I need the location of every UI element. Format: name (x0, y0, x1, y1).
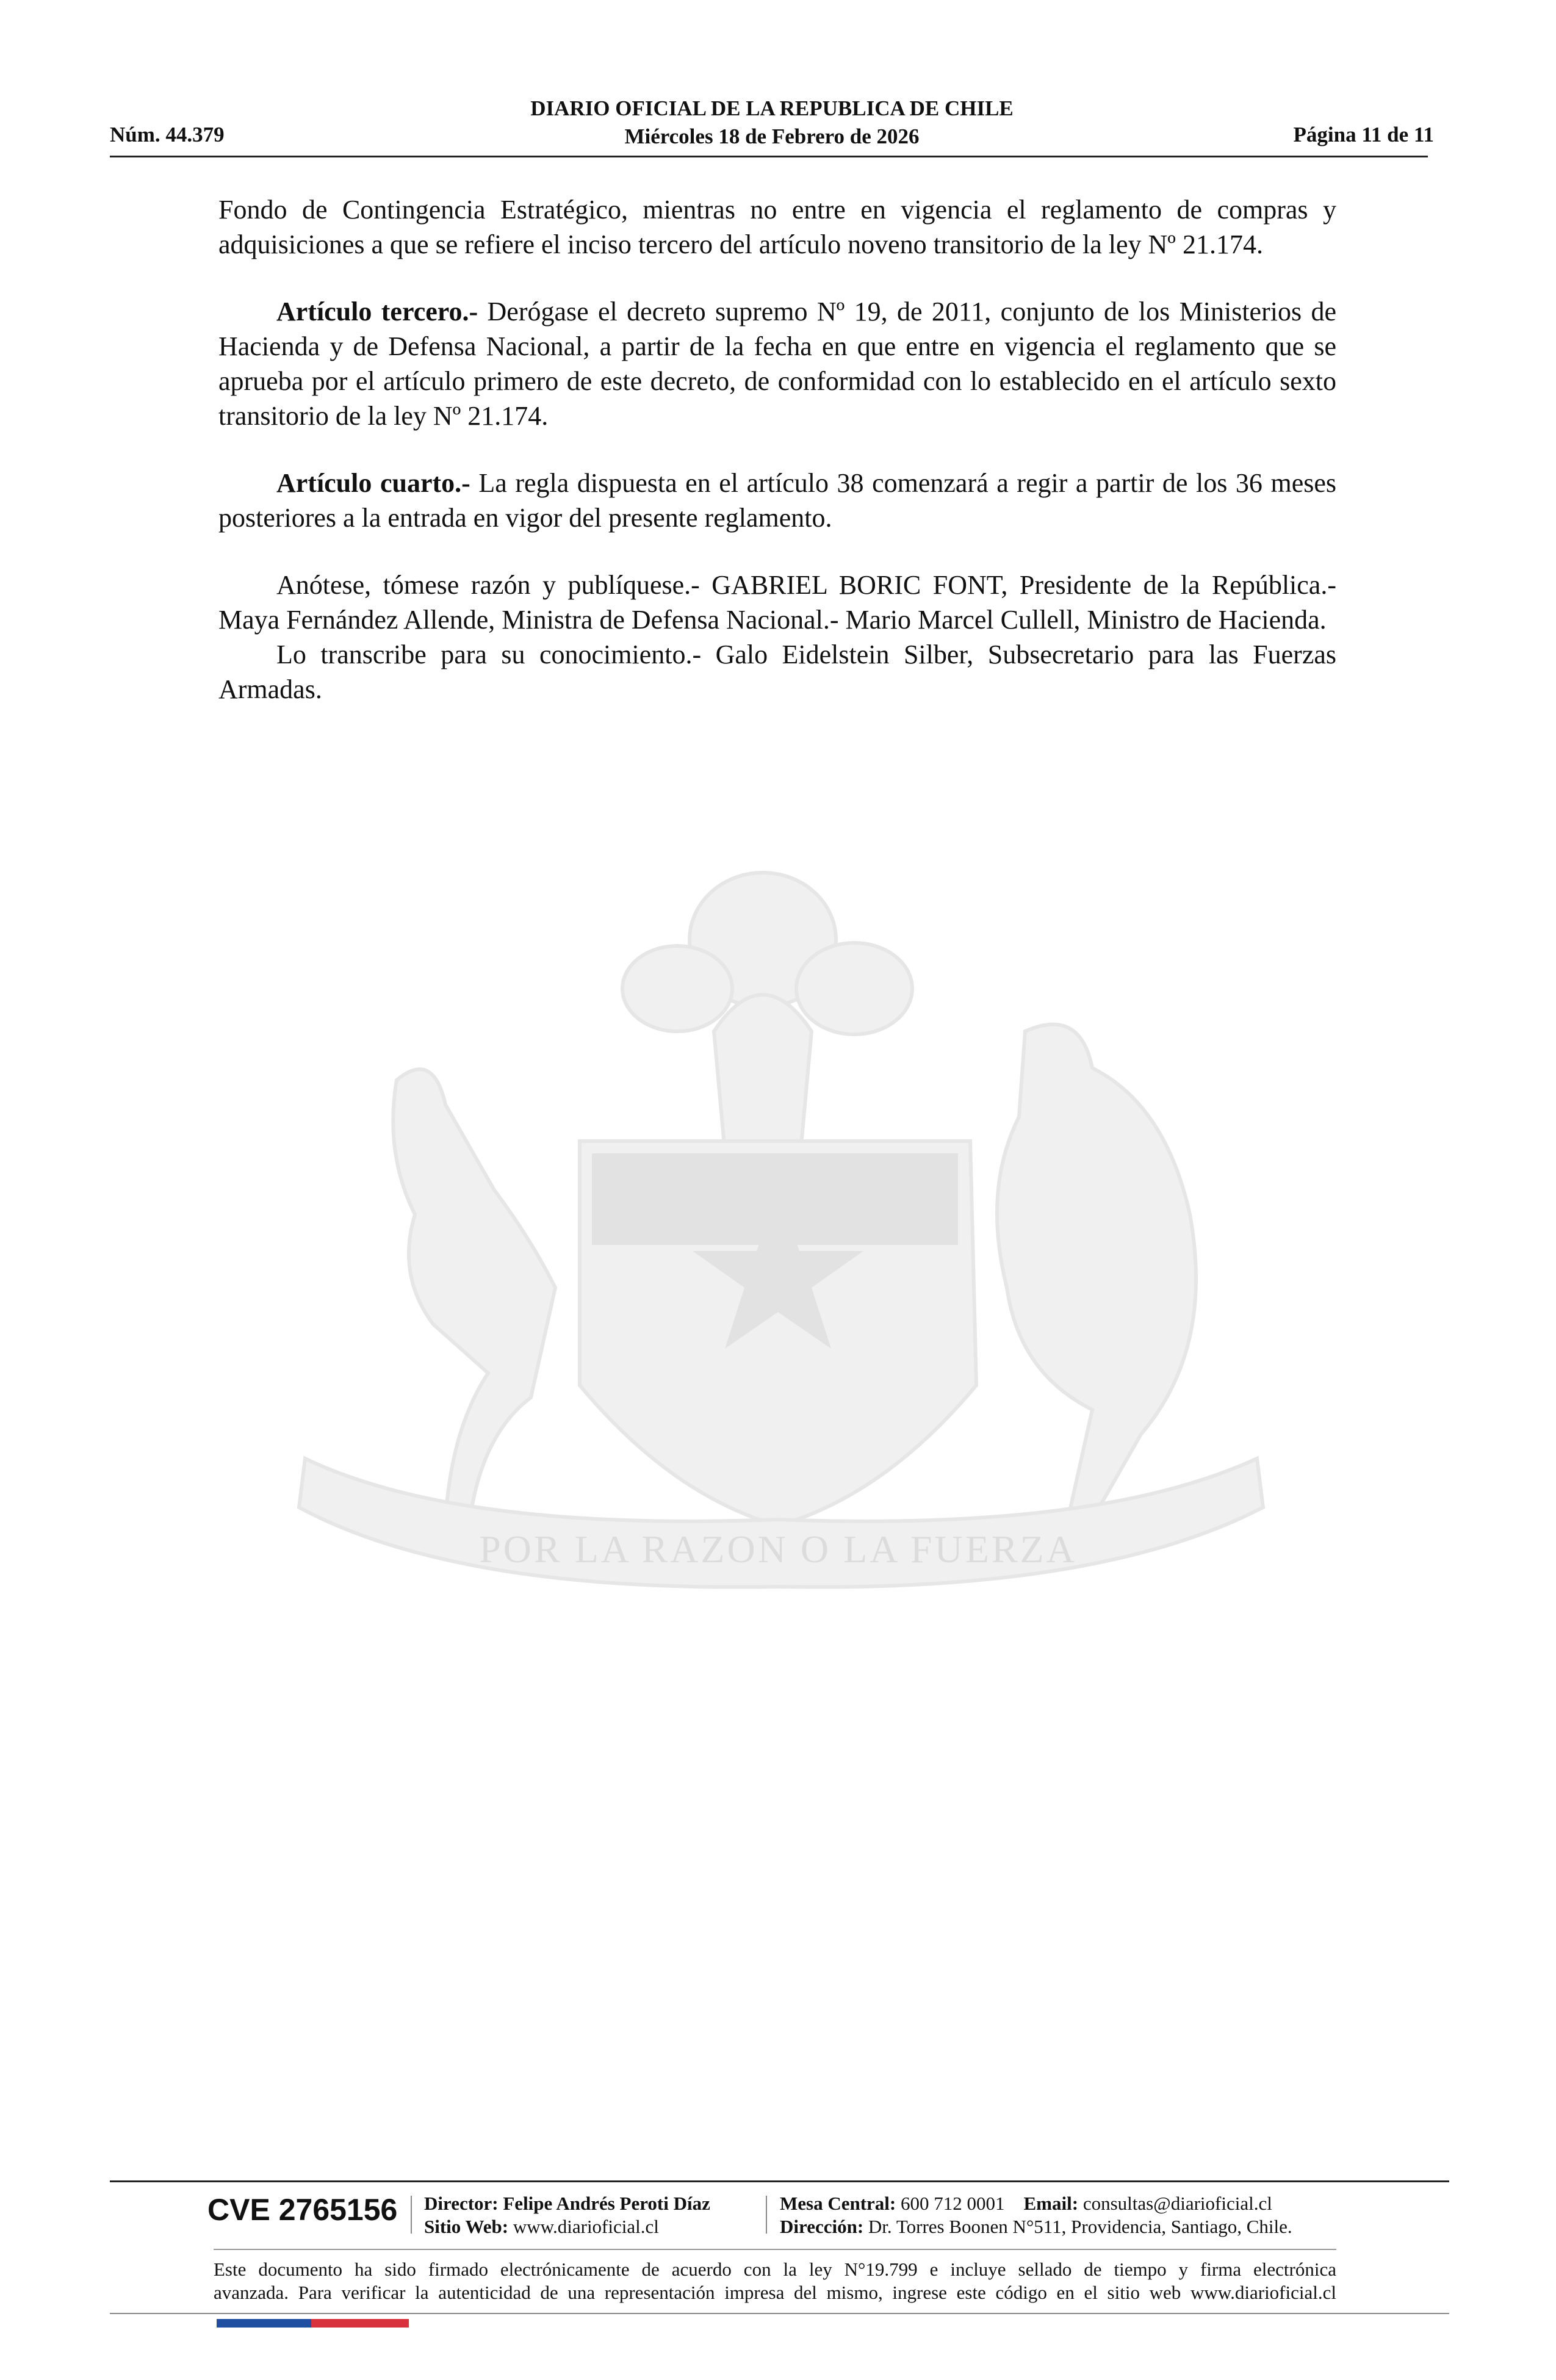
phone-label: Mesa Central: (780, 2193, 896, 2214)
footer-director-block (424, 2192, 710, 2238)
website-label: Sitio Web: (424, 2216, 509, 2237)
cve-code: CVE 2765156 (207, 2193, 398, 2227)
footer-bottom-divider (110, 2313, 1449, 2314)
gazette-title: DIARIO OFICIAL DE LA REPUBLICA DE CHILE (530, 96, 1014, 120)
footer-contact-block (780, 2192, 1292, 2238)
article-heading: Artículo cuarto.- (276, 468, 470, 498)
legal-notice-line: avanzada. Para verificar la autenticidad de una representación impresa del mismo, ingrese este código en el sitio web www.diarioficial.cl (214, 2282, 1336, 2303)
flag-stripe-red (311, 2319, 409, 2328)
address-value: Dr. Torres Boonen N°511, Providencia, Santiago, Chile. (868, 2216, 1292, 2237)
footer-separator (411, 2196, 412, 2234)
footer-inner-divider (214, 2249, 1336, 2250)
header-divider (110, 156, 1428, 157)
director-label: Director: (424, 2193, 499, 2214)
issue-date: Miércoles 18 de Febrero de 2026 (624, 124, 920, 148)
paragraph (218, 466, 1336, 535)
issue-number: Núm. 44.379 (110, 123, 225, 146)
document-body (218, 192, 1336, 707)
page-header (110, 95, 1434, 151)
legal-notice-line: Este documento ha sido firmado electrónicamente de acuerdo con la ley N°19.799 e incluye sellado de tiempo y firma electrónica (214, 2259, 1336, 2280)
paragraph (218, 294, 1336, 433)
page-number: Página 11 de 11 (1293, 123, 1434, 146)
director-name: Felipe Andrés Peroti Díaz (503, 2193, 710, 2214)
website-link[interactable]: www.diarioficial.cl (513, 2216, 659, 2237)
phone-value: 600 712 0001 (901, 2193, 1005, 2214)
article-text: La regla dispuesta en el artículo 38 comenzará a regir a partir de los 36 meses posteriores a la entrada en vigor del presente reglamento. (218, 468, 1336, 533)
footer-separator (766, 2196, 767, 2234)
transcription-paragraph: Lo transcribe para su conocimiento.- Galo Eidelstein Silber, Subsecretario para las Fuerzas Armadas. (218, 640, 1336, 704)
paragraph: Fondo de Contingencia Estratégico, mientras no entre en vigencia el reglamento de compras y adquisiciones a que se refiere el inciso tercero del artículo noveno transitorio de la ley Nº 21.174. (218, 195, 1336, 259)
coat-of-arms-motto: POR LA RAZON O LA FUERZA (479, 1527, 1077, 1571)
signature-paragraph: Anótese, tómese razón y publíquese.- GABRIEL BORIC FONT, Presidente de la República.- Maya Fernández Allende, Ministra de Defensa Nacional.- Mario Marcel Cullell, Ministro de Hacienda. (218, 570, 1336, 635)
footer-divider (110, 2180, 1449, 2182)
coat-of-arms-watermark (214, 848, 1342, 1666)
email-label: Email: (1023, 2193, 1079, 2214)
article-text: Derógase el decreto supremo Nº 19, de 2011, conjunto de los Ministerios de Hacienda y de Defensa Nacional, a partir de la fecha en que entre en vigencia el reglamento que se aprueba por el artículo primero de este decreto, de conformidad con lo establecido en el artículo sexto transitorio de la ley Nº 21.174. (218, 297, 1336, 431)
article-heading: Artículo tercero.- (276, 297, 478, 326)
address-label: Dirección: (780, 2216, 864, 2237)
email-link[interactable]: consultas@diarioficial.cl (1082, 2193, 1272, 2214)
flag-stripe-blue (217, 2319, 311, 2328)
